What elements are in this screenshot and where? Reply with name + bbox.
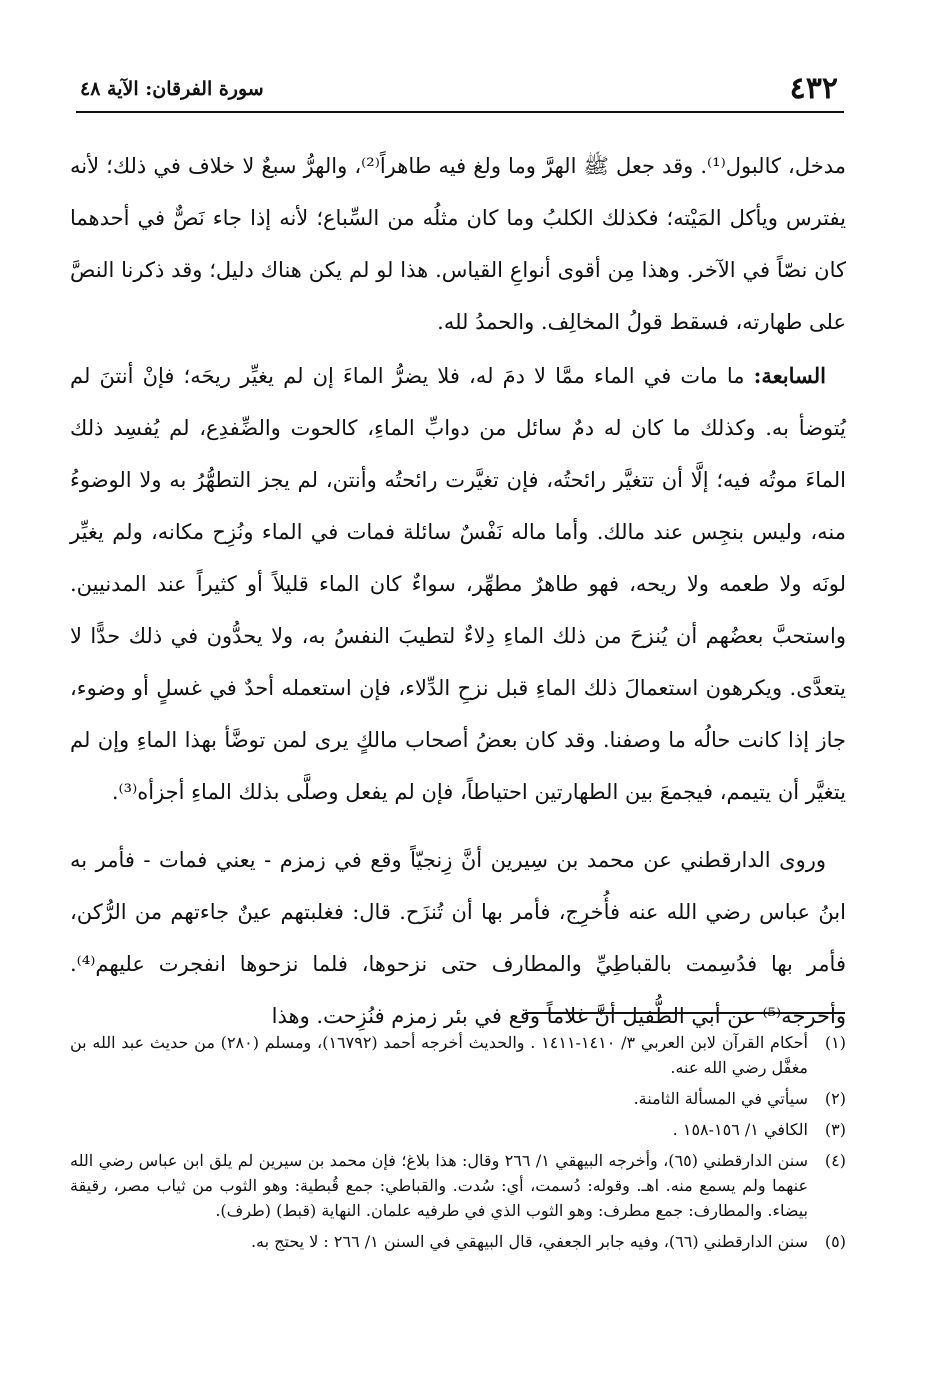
footnote-text: أحكام القرآن لابن العربي ٣/ ١٤١٠-١٤١١ . والحديث أخرجه أحمد (١٦٧٩٢)، ومسلم (٢٨٠) من حديث عبد الله بن مغفَّل رضي الله عنه. — [70, 1033, 808, 1077]
header-divider — [76, 111, 844, 113]
footnote-text: سنن الدارقطني (٦٥)، وأخرجه البيهقي ١/ ٢٦٦ وقال: هذا بلاغ؛ فإن محمد بن سيرين لم يلق ابن عباس رضي الله عنهما ولم يسمع منه. اهـ. وقوله: دُسمت، أي: سُدت. والقباطي: جمع قُبطية: وهو الثوب من ثياب مصر، رقيقة بيضاء. والمطارف: جمع مطرف: وهو الثوب الذي في طرفيه علمان. النهاية (قبط) (طرف). — [70, 1151, 809, 1220]
footnote-text: الكافي ١/ ١٥٦-١٥٨ . — [672, 1120, 808, 1139]
header-title: سورة الفرقان: الآية ٤٨ — [80, 78, 264, 100]
footnote — [70, 1030, 846, 1080]
section-heading: السابعة: — [753, 363, 826, 388]
page-number: ٤٣٢ — [789, 71, 838, 106]
footnote-number: (١) — [824, 1033, 846, 1052]
footnote-number: (٣) — [824, 1120, 846, 1139]
footnotes-divider — [525, 1012, 845, 1014]
footnote — [70, 1117, 846, 1142]
footnote-text: سيأتي في المسألة الثامنة. — [633, 1089, 808, 1108]
footnote-number: (٢) — [824, 1089, 846, 1108]
main-text — [70, 140, 846, 1042]
footnote — [70, 1086, 846, 1111]
running-header — [76, 70, 844, 110]
footnote — [70, 1229, 846, 1254]
footnotes — [70, 1030, 846, 1260]
paragraph — [70, 350, 846, 818]
footnote-number: (٤) — [824, 1151, 846, 1170]
paragraph-text: ما مات في الماء ممَّا لا دمَ له، فلا يضرُّ الماءَ إن لم يغيِّر ريحَه؛ فإنْ أنتنَ لم يُتوضأ به. وكذلك ما كان له دمٌ سائل من دوابِّ الماءِ، كالحوت والضِّفدِع، لم يُفسِد ذلك الماءَ موتُه فيه؛ إلَّا أن تتغيَّر رائحتُه، فإن تغيَّرت رائحتُه وأنتن، لم يجز التطهُّرُ به ولا الوضوءُ منه، وليس بنجِس عند مالك. وأما ماله نَفْسٌ سائلة فمات في الماء ونُزِح مكانه، ولم يغيِّر لونَه ولا طعمه ولا ريحه، فهو طاهرٌ مطهِّر، سواءٌ كان الماء قليلاً أو كثيراً عند المدنيين. واستحبَّ بعضُهم أن يُنزحَ من ذلك الماءِ دِلاءٌ لتطيبَ النفسُ به، ولا يحدُّون في ذلك حدًّا لا يتعدَّى. ويكرهون استعمالَ ذلك الماءِ قبل نزحِ الدِّلاء، فإن استعمله أحدٌ في غسلٍ أو وضوء، جاز إذا كانت حالُه ما وصفنا. وقد كان بعضُ أصحاب مالكٍ يرى لمن توضَّأ بهذا الماءِ وإن لم يتغيَّر أن يتيمم، فيجمعَ بين الطهارتين احتياطاً، فإن لم يفعل وصلَّى بذلك الماءِ أجزأه⁽³⁾. — [70, 364, 847, 804]
footnote — [70, 1148, 846, 1223]
paragraph: مدخل، كالبول⁽¹⁾. وقد جعل ﷺ الهرَّ وما ولغ فيه طاهراً⁽²⁾، والهرُّ سبعٌ لا خلاف في ذلك؛ لأنه يفترس ويأكل المَيْته؛ فكذلك الكلبُ وما كان مثلُه من السِّباع؛ لأنه إذا جاء نَصٌّ في أحدهما كان نصّاً في الآخر. وهذا مِن أقوى أنواعِ القياس. هذا لو لم يكن هناك دليل؛ وقد ذكرنا النصَّ على طهارته، فسقط قولُ المخالِف. والحمدُ لله. — [70, 154, 846, 334]
footnote-text: سنن الدارقطني (٦٦)، وفيه جابر الجعفي، قال البيهقي في السنن ١/ ٢٦٦ : لا يحتج به. — [250, 1232, 808, 1251]
footnote-number: (٥) — [824, 1232, 846, 1251]
paragraph: وروى الدارقطني عن محمد بن سِيرين أنَّ زِنجيّاً وقع في زمزم - يعني فمات - فأمر به ابنُ عباس رضي الله عنه فأُخرِج، فأمر بها أن تُنزَح. قال: فغلبتهم عينٌ جاءتهم من الرُّكن، فأمر بها فدُسِمت بالقباطِيِّ والمطارف حتى نزحوها، فلما نزحوها انفجرت عليهم⁽⁴⁾. وأخرجه⁽⁵⁾ عن أبي الطُّفيل أنَّ غلاماً وقع في بئر زمزم فنُزِحت. وهذا — [70, 848, 846, 1028]
